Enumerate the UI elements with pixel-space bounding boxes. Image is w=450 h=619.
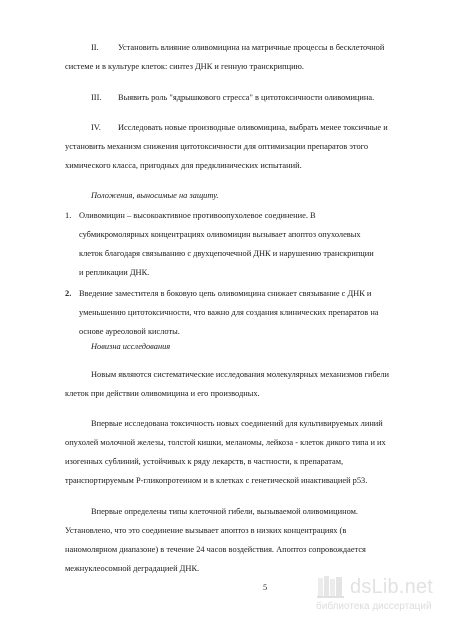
goal-item-4-line-1: Исследовать новые производные оливомицина, выбрать менее токсичные и	[118, 123, 388, 132]
novelty-para-1-line-1: Новым являются систематические исследования молекулярных механизмов гибели	[91, 370, 390, 379]
novelty-para-2-line-1: Впервые исследована токсичность новых соединений для культивируемых линий	[91, 419, 383, 428]
goal-item-4-line-2: установить механизм снижения цитотоксичности для оптимизации препаратов этого	[65, 142, 369, 151]
goal-item-2-number: II.	[91, 43, 99, 52]
defense-point-1-line-4: и репликации ДНК.	[79, 268, 150, 277]
watermark-brand: dsLib.net	[350, 576, 433, 598]
defense-point-1-number: 1.	[65, 211, 72, 220]
page-number: 5	[263, 583, 268, 592]
defense-point-1-line-2: субмикромолярных концентрациях оливомицин вызывает апоптоз опухолевых	[79, 230, 361, 239]
goal-item-4-line-3: химического класса, пригодных для предклинических испытаний.	[65, 161, 302, 170]
defense-point-2-line-3: основе ауреоловой кислоты.	[79, 327, 180, 336]
defense-point-1-line-1: Оливомицин – высокоактивное противоопухолевое соединение. В	[79, 211, 316, 220]
novelty-para-3-line-4: межнуклеосомной деградацией ДНК.	[65, 564, 200, 573]
novelty-para-2-line-2: опухолей молочной железы, толстой кишки, меланомы, лейкоза - клеток дикого типа и их	[65, 438, 386, 447]
novelty-para-2-line-3: изогенных сублиний, устойчивых к ряду лекарств, в частности, к препаратам,	[65, 457, 344, 466]
novelty-para-1-line-2: клеток при действии оливомицина и его производных.	[65, 389, 260, 398]
bookshelf-icon	[316, 574, 346, 600]
defense-point-2-line-2: уменьшению цитотоксичности, что важно для создания клинических препаратов на	[79, 308, 379, 317]
watermark-tagline: библиотека диссертаций	[316, 601, 432, 612]
novelty-para-3-line-1: Впервые определены типы клеточной гибели, вызываемой оливомицином.	[91, 507, 358, 516]
defense-point-2-line-1: Введение заместителя в боковую цепь оливомицина снижает связывание с ДНК и	[79, 289, 372, 298]
watermark	[316, 572, 446, 616]
novelty-para-3-line-3: наномолярном диапазоне) в течение 24 часов воздействия. Апоптоз сопровождается	[65, 545, 366, 554]
defense-heading: Положения, выносимые на защиту.	[91, 191, 219, 200]
defense-point-2-number: 2.	[65, 289, 72, 298]
goal-item-3-number: III.	[91, 93, 102, 102]
goal-item-3-line-1: Выявить роль "ядрышкового стресса" в цитотоксичности оливомицина.	[118, 93, 375, 102]
goal-item-2-line-1: Установить влияние оливомицина на матричные процессы в бесклеточной	[118, 43, 385, 52]
novelty-heading: Новизна исследования	[91, 342, 171, 351]
novelty-para-3-line-2: Установлено, что это соединение вызывает апоптоз в низких концентрациях (в	[65, 526, 347, 535]
goal-item-4-number: IV.	[91, 123, 101, 132]
goal-item-2-line-2: системе и в культуре клеток: синтез ДНК и генную транскрипцию.	[65, 62, 304, 71]
defense-point-1-line-3: клеток благодаря связыванию с двухцепочечной ДНК и нарушению транскрипции	[79, 249, 374, 258]
novelty-para-2-line-4: транспортируемым Р-гликопротеином и в клетках с генетической инактивацией р53.	[65, 476, 368, 485]
